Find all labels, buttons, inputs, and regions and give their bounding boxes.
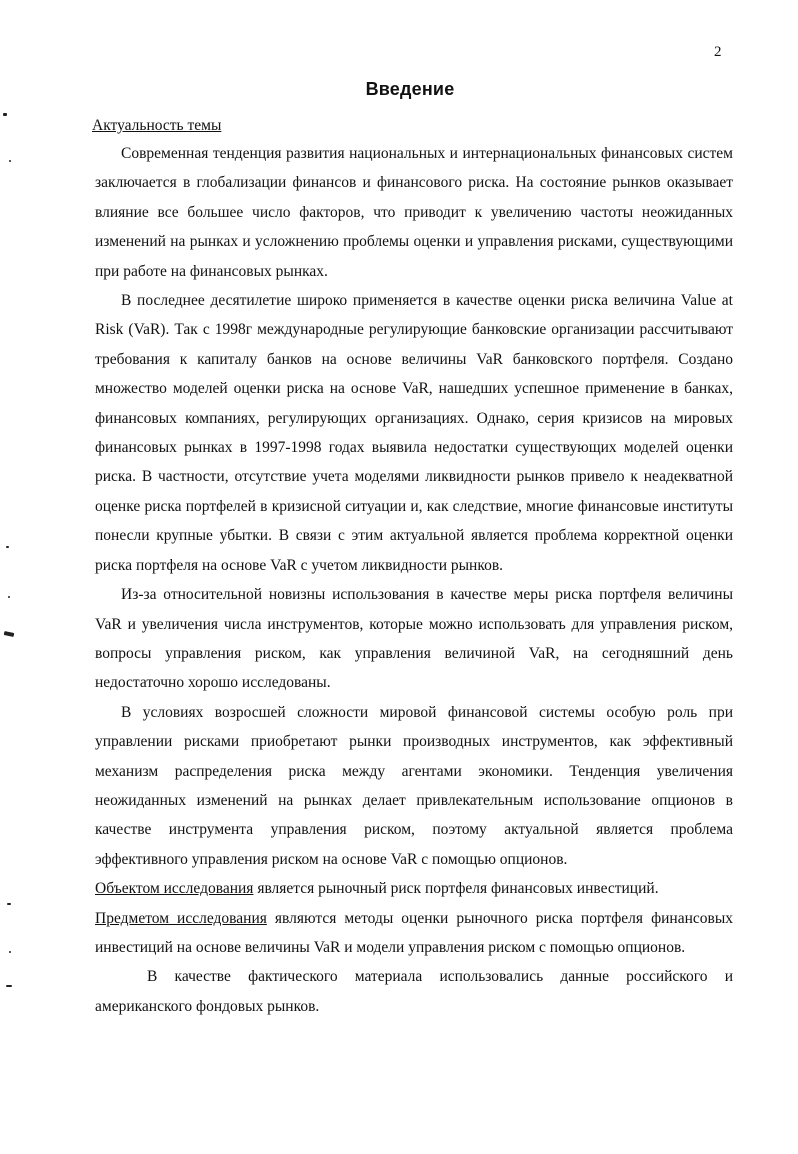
document-body — [95, 139, 733, 1021]
paragraph-var: В последнее десятилетие широко применяется в качестве оценки риска величина Value at Risk (VaR). Так с 1998г международные регулирующие банковские организации рассчитывают требования к капиталу банков на основе величины VaR банковского портфеля. Создано множество моделей оценки риска на основе VaR, нашедших успешное применение в банках, финансовых компаниях, регулирующих организациях. Однако, серия кризисов на мировых финансовых рынках в 1997-1998 годах выявила недостатки существующих моделей оценки риска. В частности, отсутствие учета моделями ликвидности рынков привело к неадекватной оценке риска портфелей в кризисной ситуации и, как следствие, многие финансовые институты понесли крупные убытки. В связи с этим актуальной является проблема корректной оценки риска портфеля на основе VaR с учетом ликвидности рынков. — [95, 292, 733, 574]
scan-speck — [9, 951, 11, 953]
object-label: Объектом исследования — [95, 880, 254, 898]
object-text: является рыночный риск портфеля финансовых инвестиций. — [253, 880, 659, 898]
scan-speck — [4, 631, 15, 637]
scan-speck — [9, 160, 11, 162]
paragraph-novelty: Из-за относительной новизны использования в качестве меры риска портфеля величины VaR и увеличения числа инструментов, которые можно использовать для управления риском, вопросы управления риском, как управления величиной VaR, на сегодняшний день недостаточно хорошо исследованы. — [95, 586, 733, 692]
subject-text: являются методы оценки рыночного риска портфеля финансовых инвестиций на основе величины VaR и модели управления риском с помощью опционов. — [95, 909, 733, 956]
scan-speck — [3, 113, 7, 116]
scan-speck — [8, 596, 10, 598]
paragraph-object — [95, 874, 733, 903]
scan-speck — [6, 546, 9, 548]
scan-speck — [7, 903, 11, 905]
page-title: Введение — [365, 79, 455, 99]
paragraph-globalization: Современная тенденция развития национальных и интернациональных финансовых систем заключается в глобализации финансов и финансового риска. На состояние рынков оказывает влияние все большее число факторов, что приводит к увеличению частоты неожиданных изменений на рынках и усложнению проблемы оценки и управления рисками, существующими при работе на финансовых рынках. — [95, 145, 733, 280]
subject-label: Предметом исследования — [95, 909, 267, 927]
paragraph-derivatives: В условиях возросшей сложности мировой финансовой системы особую роль при управлении рисками приобретают рынки производных инструментов, как эффективный механизм распределения риска между агентами экономики. Тенденция увеличения неожиданных изменений на рынках делает привлекательным использование опционов в качестве инструмента управления риском, поэтому актуальной является проблема эффективного управления риском на основе VaR с помощью опционов. — [95, 703, 733, 868]
scan-speck — [6, 985, 12, 987]
page-number: 2 — [714, 44, 722, 60]
paragraph-subject — [95, 904, 733, 963]
paragraph-data-sources: В качестве фактического материала использовались данные российского и американского фондовых рынков. — [95, 968, 733, 1015]
section-heading-relevance: Актуальность темы — [92, 117, 222, 134]
